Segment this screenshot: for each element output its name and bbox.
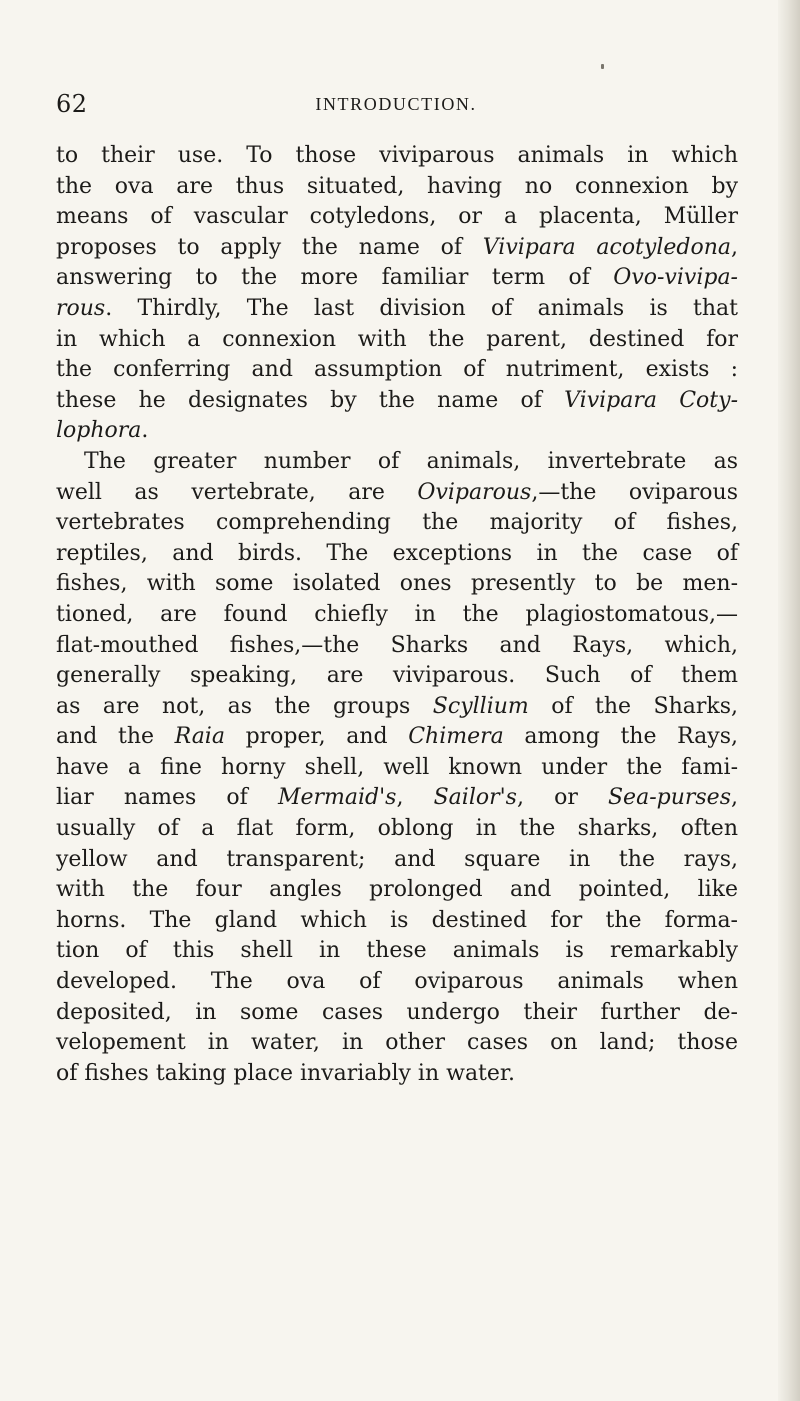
text-segment: tioned, are found chiefly in the plagiostomatous,— <box>56 601 738 627</box>
text-line <box>56 202 738 233</box>
text-line <box>56 508 738 539</box>
text-segment: generally speaking, are viviparous. Such of them <box>56 663 738 689</box>
text-line <box>56 355 738 386</box>
italic-term: Chimera <box>408 724 504 750</box>
text-segment: velopement in water, in other cases on land; those <box>56 1030 738 1056</box>
running-head: INTRODUCTION. <box>315 94 477 114</box>
text-segment: yellow and transparent; and square in the rays, <box>56 846 738 872</box>
italic-term: lophora <box>56 418 142 444</box>
italic-term: Sailor's <box>433 785 517 811</box>
text-line <box>56 478 738 509</box>
text-line <box>56 1028 738 1059</box>
text-segment: of the Sharks, <box>528 693 738 719</box>
text-segment: flat-mouthed fishes,—the Sharks and Rays, which, <box>56 632 738 658</box>
text-line <box>56 906 738 937</box>
italic-term: Vivipara acotyledona <box>482 234 731 260</box>
text-segment: , <box>731 785 738 811</box>
text-segment: these he designates by the name of <box>56 387 565 413</box>
page-edge-shadow <box>778 0 800 1401</box>
text-segment: and the <box>56 724 175 750</box>
text-line <box>56 386 738 417</box>
text-segment: have a fine horny shell, well known under the fami- <box>56 754 738 780</box>
text-segment: developed. The ova of oviparous animals when <box>56 969 738 995</box>
text-segment: means of vascular cotyledons, or a placenta, Müller <box>56 204 738 230</box>
text-line <box>56 875 738 906</box>
text-segment: vertebrates comprehending the majority of fishes, <box>56 510 738 536</box>
text-segment: ,—the oviparous <box>531 479 738 505</box>
text-line <box>56 569 738 600</box>
italic-term: Oviparous <box>417 479 532 505</box>
text-line <box>56 325 738 356</box>
italic-term: Scyllium <box>432 693 529 719</box>
text-segment: the conferring and assumption of nutriment, exists : <box>56 357 738 383</box>
text-line <box>56 1059 738 1090</box>
text-line <box>56 753 738 784</box>
text-segment: well as vertebrate, are <box>56 479 418 505</box>
text-segment: usually of a flat form, oblong in the sharks, often <box>56 816 738 842</box>
text-segment: deposited, in some cases undergo their further de- <box>56 999 738 1025</box>
text-line <box>56 294 738 325</box>
text-segment: proper, and <box>224 724 409 750</box>
text-segment: reptiles, and birds. The exceptions in the case of <box>56 540 738 566</box>
text-segment: to their use. To those viviparous animals in which <box>56 143 738 168</box>
page-header <box>56 90 736 120</box>
text-line <box>56 631 738 662</box>
text-line <box>56 998 738 1029</box>
text-segment: , <box>396 785 434 811</box>
text-segment: proposes to apply the name of <box>56 234 483 260</box>
text-segment: the ova are thus situated, having no connexion by <box>56 173 738 199</box>
text-line <box>56 416 738 447</box>
text-line <box>56 936 738 967</box>
italic-term: Raia <box>174 724 225 750</box>
text-segment: of fishes taking place invariably in water. <box>56 1060 516 1086</box>
text-line <box>56 967 738 998</box>
paper-speck <box>601 64 604 69</box>
text-line <box>56 814 738 845</box>
text-line <box>56 539 738 570</box>
body-text <box>56 141 738 1089</box>
text-segment: tion of this shell in these animals is remarkably <box>56 938 738 964</box>
text-segment: in which a connexion with the parent, destined for <box>56 326 738 352</box>
text-segment: liar names of <box>56 785 278 811</box>
text-line <box>56 600 738 631</box>
text-line <box>56 783 738 814</box>
italic-term: Sea-purses <box>607 785 731 811</box>
italic-term: Mermaid's <box>277 785 397 811</box>
italic-term: rous <box>56 295 106 321</box>
text-segment: The greater number of animals, invertebrate as <box>84 448 738 474</box>
text-segment: horns. The gland which is destined for the forma- <box>56 907 738 933</box>
text-line <box>56 661 738 692</box>
text-segment: with the four angles prolonged and pointed, like <box>56 877 738 903</box>
text-segment: . Thirdly, The last division of animals is that <box>105 295 738 321</box>
text-segment: , <box>731 234 738 260</box>
text-line <box>56 233 738 264</box>
text-segment: . <box>141 418 149 444</box>
text-line <box>56 722 738 753</box>
text-line <box>56 692 738 723</box>
text-line <box>56 172 738 203</box>
text-segment: as are not, as the groups <box>56 693 433 719</box>
text-line <box>56 447 738 478</box>
text-segment: , or <box>516 785 608 811</box>
text-line <box>56 141 738 172</box>
italic-term: Ovo-vivipa- <box>613 265 738 291</box>
text-line <box>56 845 738 876</box>
page-number: 62 <box>56 90 88 118</box>
italic-term: Vivipara Coty- <box>564 387 738 413</box>
text-segment: fishes, with some isolated ones presently to be men- <box>56 571 738 597</box>
text-segment: answering to the more familiar term of <box>56 265 614 291</box>
text-segment: among the Rays, <box>503 724 738 750</box>
text-line <box>56 263 738 294</box>
